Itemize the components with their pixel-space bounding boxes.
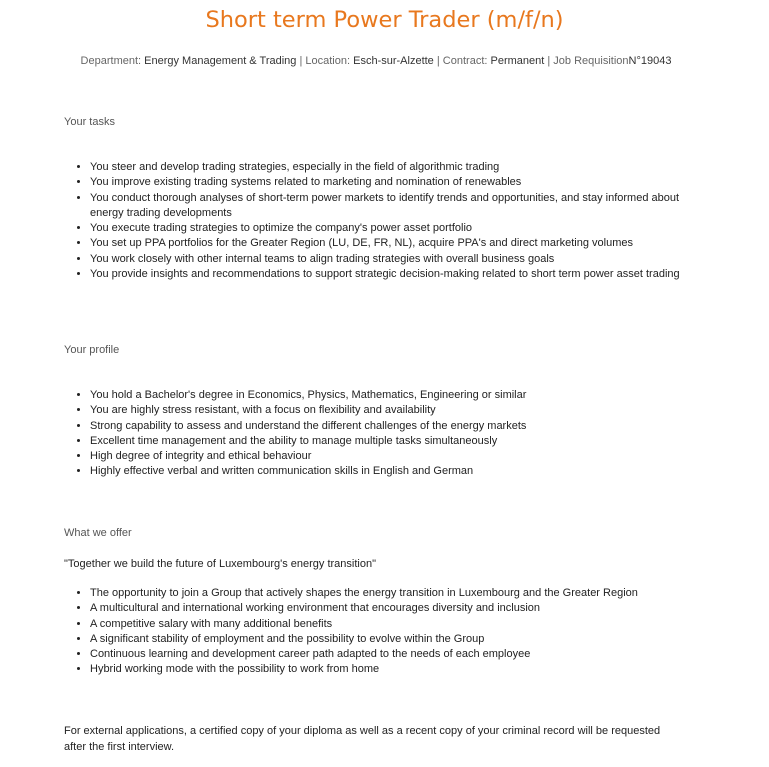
location-label: Location: (305, 55, 351, 67)
profile-list (64, 388, 700, 480)
list-item: • Strong capability to assess and understand the different challenges of the energy markets (90, 419, 700, 434)
list-item: • A multicultural and international working environment that encourages diversity and inclusion (90, 601, 700, 616)
list-item: • You set up PPA portfolios for the Greater Region (LU, DE, FR, NL), acquire PPA's and direct marketing volumes (90, 236, 700, 251)
list-item: • You work closely with other internal teams to align trading strategies with overall business goals (90, 252, 700, 267)
list-item: • You improve existing trading systems related to marketing and nomination of renewables (90, 175, 700, 190)
department-value: Energy Management & Trading (144, 55, 297, 67)
tasks-heading: Your tasks (64, 116, 115, 128)
contract-label: Contract: (442, 55, 488, 67)
profile-heading: Your profile (64, 344, 120, 356)
list-item: • A competitive salary with many additional benefits (90, 617, 700, 632)
list-item: • You steer and develop trading strategies, especially in the field of algorithmic trading (90, 160, 700, 175)
offer-list (64, 586, 700, 678)
list-item: • You execute trading strategies to optimize the company's power asset portfolio (90, 221, 700, 236)
list-item: • High degree of integrity and ethical behaviour (90, 449, 700, 464)
department-label: Department: (80, 55, 142, 67)
list-item: • You hold a Bachelor's degree in Economics, Physics, Mathematics, Engineering or similar (90, 388, 700, 403)
requisition-label: Job Requisition (553, 55, 629, 67)
offer-quote: "Together we build the future of Luxembourg's energy transition" (64, 558, 376, 570)
application-note: For external applications, a certified copy of your diploma as well as a recent copy of your criminal record will be requested after the first interview. (64, 725, 661, 753)
offer-heading: What we offer (64, 527, 132, 539)
list-item: • The opportunity to join a Group that actively shapes the energy transition in Luxembourg and the Greater Region (90, 586, 700, 601)
contract-value: Permanent (490, 55, 545, 67)
list-item: • You provide insights and recommendations to support strategic decision-making related to short term power asset trading (90, 267, 700, 282)
meta-separator: | (547, 55, 551, 67)
job-title: Short term Power Trader (m/f/n) (205, 7, 564, 33)
list-item: • A significant stability of employment and the possibility to evolve within the Group (90, 632, 700, 647)
meta-separator: | (436, 55, 440, 67)
list-item: • You conduct thorough analyses of short-term power markets to identify trends and opportunities, and stay informed about energy trading developments (90, 191, 700, 222)
list-item: • Hybrid working mode with the possibility to work from home (90, 662, 700, 677)
list-item: • Excellent time management and the ability to manage multiple tasks simultaneously (90, 434, 700, 449)
list-item: • Highly effective verbal and written communication skills in English and German (90, 464, 700, 479)
tasks-list (64, 160, 700, 282)
job-meta-line (0, 53, 752, 69)
list-item: • You are highly stress resistant, with a focus on flexibility and availability (90, 403, 700, 418)
list-item: • Continuous learning and development career path adapted to the needs of each employee (90, 647, 700, 662)
meta-separator: | (299, 55, 303, 67)
requisition-value: N°19043 (628, 55, 672, 67)
location-value: Esch-sur-Alzette (353, 55, 434, 67)
